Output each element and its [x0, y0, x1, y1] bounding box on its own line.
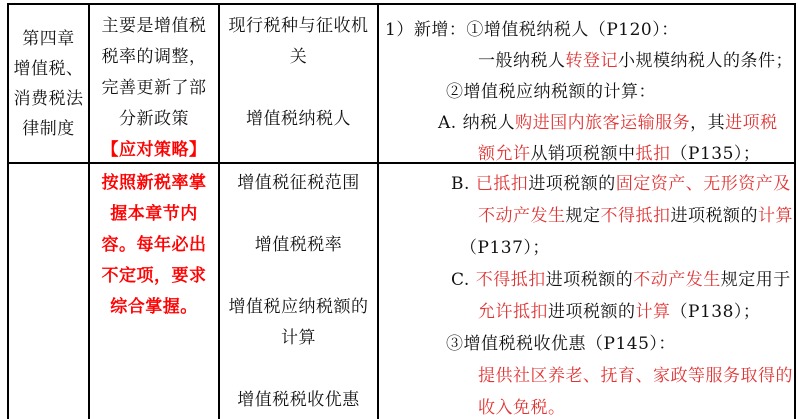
detail-segment-red: 不动产发生 — [478, 206, 566, 226]
detail-segment: （P138）； — [670, 302, 761, 322]
cell-chapter-empty — [9, 164, 90, 419]
cell-summary — [90, 5, 220, 164]
detail-line — [379, 328, 794, 360]
detail-segment: 进项税额的 — [545, 270, 634, 290]
topic-line-blank — [220, 73, 377, 104]
detail-line — [379, 200, 794, 232]
strategy-line: 容。每年必出 — [101, 235, 207, 255]
topic-line: 计算 — [281, 328, 316, 348]
detail-segment: B. — [451, 174, 476, 194]
detail-segment: 从销项税额中 — [530, 144, 636, 164]
topic-line: 增值税纳税人 — [246, 109, 351, 129]
detail-segment-red: 计算 — [758, 206, 793, 226]
detail-segment-red: 允许抵扣 — [478, 302, 548, 322]
detail-segment: ③增值税税收优惠（P145）： — [446, 334, 676, 354]
detail-segment: （P135）； — [670, 144, 761, 164]
detail-line — [379, 296, 794, 328]
topic-line: 增值税税率 — [254, 235, 343, 255]
cell-details-row1 — [379, 5, 796, 164]
cell-details-row2 — [379, 164, 796, 419]
detail-segment-red: 进项税 — [725, 113, 778, 133]
chapter-line: 第四章 — [22, 28, 75, 49]
detail-segment: 小规模纳税人的条件； — [618, 51, 793, 71]
topic-line: 增值税税收优惠 — [237, 390, 360, 410]
strategy-line: 握本章节内 — [110, 204, 198, 224]
detail-segment-red: 不动产发生 — [633, 270, 721, 290]
strategy-title: 【应对策略】 — [101, 140, 207, 160]
detail-segment-red: 固定资产、无形资产及 — [615, 174, 791, 194]
detail-segment-red: 计算 — [635, 302, 671, 322]
detail-line — [379, 232, 794, 264]
detail-segment-red: 提供社区养老、抚育、家政等服务取得的 — [478, 366, 793, 386]
detail-segment: ②增值税应纳税额的计算： — [446, 82, 656, 102]
detail-segment-red: 抵扣 — [635, 144, 671, 164]
detail-segment: ，其 — [690, 113, 726, 133]
detail-segment-red: 额允许 — [478, 144, 531, 164]
detail-segment: 规定 — [565, 206, 601, 226]
detail-line — [379, 392, 794, 419]
detail-line — [379, 360, 794, 392]
detail-segment: 进项税额的 — [548, 302, 636, 322]
strategy-line: 综合掌握。 — [110, 297, 198, 317]
detail-segment: （P137）； — [460, 238, 550, 258]
cell-chapter-title — [9, 5, 90, 164]
strategy-line: 按照新税率掌 — [101, 173, 207, 193]
detail-segment-red: 购进国内旅客运输服务 — [515, 113, 691, 133]
chapter-line: 增值税、 — [13, 58, 84, 79]
detail-segment: 进项税额的 — [670, 206, 758, 226]
summary-line: 税率的调整， — [101, 47, 207, 67]
topic-line: 关 — [289, 47, 308, 67]
detail-segment: 规定用于 — [720, 270, 791, 290]
summary-line: 完善更新了部 — [101, 78, 207, 98]
topic-line-blank — [220, 354, 377, 385]
detail-line — [379, 77, 794, 108]
detail-segment: C. — [451, 270, 476, 290]
detail-segment: A. 纳税人 — [438, 113, 516, 133]
topic-line: 增值税征税范围 — [237, 173, 360, 193]
detail-segment-red: 转登记 — [565, 51, 618, 71]
detail-segment: 一般纳税人 — [478, 51, 566, 71]
cell-topics-row2 — [220, 164, 379, 419]
strategy-line: 不定项，要求 — [101, 266, 207, 286]
cell-strategy-body — [90, 164, 220, 419]
summary-line: 主要是增值税 — [101, 16, 207, 36]
topic-line-blank — [220, 261, 377, 292]
detail-line — [379, 46, 794, 77]
detail-line — [379, 264, 794, 296]
detail-segment-red: 不得抵扣 — [600, 206, 671, 226]
detail-line — [379, 108, 794, 139]
detail-segment-red: 已抵扣 — [475, 174, 529, 194]
detail-segment-red: 收入免税。 — [478, 398, 566, 418]
detail-line — [379, 15, 794, 46]
chapter-line: 律制度 — [22, 118, 75, 139]
chapter-line: 消费税法 — [13, 88, 84, 109]
cell-topics-row1 — [220, 5, 379, 164]
topic-line: 现行税种与征收机 — [228, 16, 369, 36]
detail-line — [379, 168, 794, 200]
summary-line: 分新政策 — [119, 109, 189, 129]
topic-line-blank — [220, 199, 377, 230]
detail-segment-red: 不得抵扣 — [475, 270, 546, 290]
topic-line: 增值税应纳税额的 — [228, 297, 369, 317]
detail-segment: 进项税额的 — [528, 174, 616, 194]
chapter-summary-table — [7, 3, 796, 419]
detail-line — [379, 139, 794, 164]
detail-segment: 1）新增：①增值税纳税人（P120）： — [385, 20, 679, 40]
